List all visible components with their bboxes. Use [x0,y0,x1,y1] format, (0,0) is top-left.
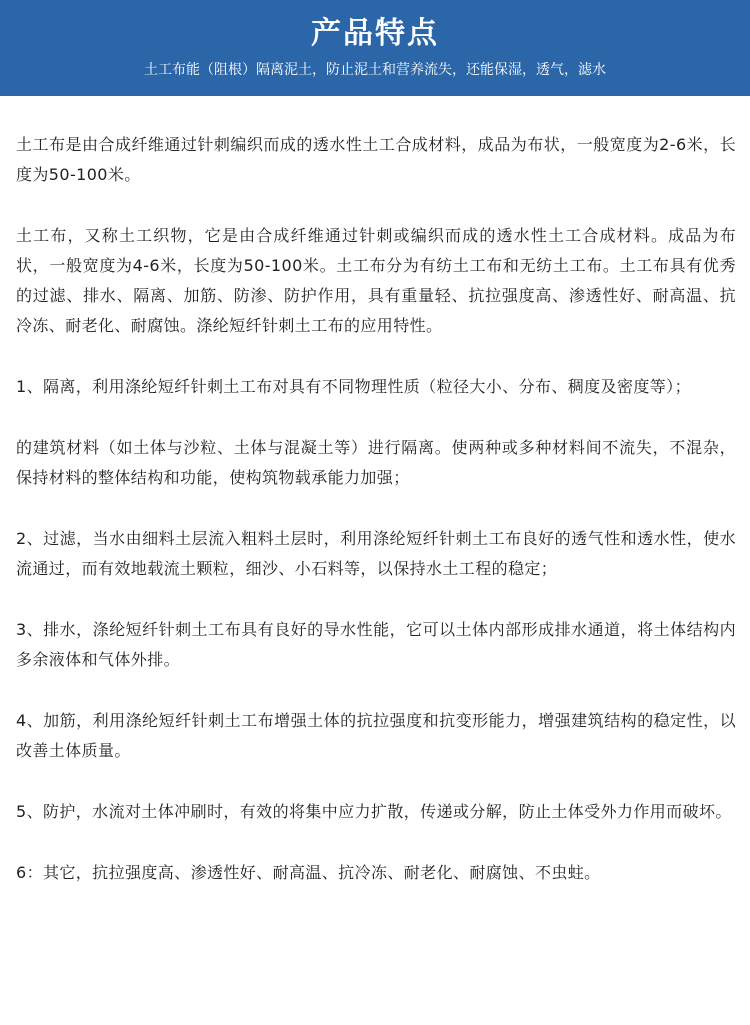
page-title: 产品特点 [311,16,439,51]
paragraph-filtration: 2、过滤，当水由细料土层流入粗料土层时，利用涤纶短纤针刺土工布良好的透气性和透水性，使水流通过，而有效地载流土颗粒，细沙、小石料等，以保持水土工程的稳定； [16,529,736,578]
paragraph-definition: 土工布，又称土工织物，它是由合成纤维通过针刺或编织而成的透水性土工合成材料。成品为布状，一般宽度为4-6米，长度为50-100米。土工布分为有纺土工布和无纺土工布。土工布具有优秀的过滤、排水、隔离、加筋、防渗、防护作用，具有重量轻、抗拉强度高、渗透性好、耐高温、抗冷冻、耐老化、耐腐蚀。涤纶短纤针刺土工布的应用特性。 [16,226,736,335]
page-subtitle: 土工布能（阻根）隔离泥土，防止泥土和营养流失，还能保湿，透气，滤水 [144,62,606,78]
paragraph-isolation: 1、隔离，利用涤纶短纤针刺土工布对具有不同物理性质（粒径大小、分布、稠度及密度等）； [16,377,691,396]
paragraph-intro: 土工布是由合成纤维通过针刺编织而成的透水性土工合成材料，成品为布状，一般宽度为2-6米，长度为50-100米。 [16,135,736,184]
paragraph-other: 6：其它，抗拉强度高、渗透性好、耐高温、抗冷冻、耐老化、耐腐蚀、不虫蛀。 [16,863,601,882]
header-banner [0,0,750,96]
paragraph-protection: 5、防护，水流对土体冲刷时，有效的将集中应力扩散，传递或分解，防止土体受外力作用而破坏。 [16,802,732,821]
paragraph-isolation-detail: 的建筑材料（如土体与沙粒、土体与混凝土等）进行隔离。使两种或多种材料间不流失，不混杂，保持材料的整体结构和功能，使构筑物载承能力加强； [16,438,736,487]
article-body [0,96,750,888]
paragraph-drainage: 3、排水，涤纶短纤针刺土工布具有良好的导水性能，它可以土体内部形成排水通道，将土体结构内多余液体和气体外排。 [16,620,736,669]
paragraph-reinforcement: 4、加筋，利用涤纶短纤针刺土工布增强土体的抗拉强度和抗变形能力，增强建筑结构的稳定性，以改善土体质量。 [16,711,736,760]
